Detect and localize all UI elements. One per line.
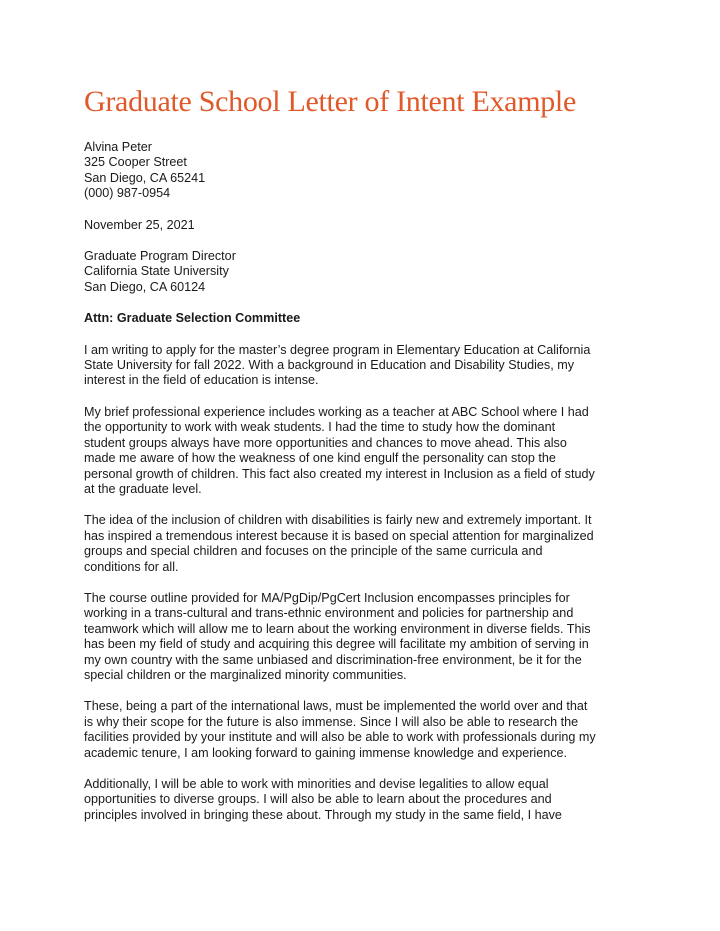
paragraph-line: academic tenure, I am looking forward to gaining immense knowledge and experience. [84, 745, 568, 760]
body-paragraph [84, 777, 684, 823]
paragraph-line: at the graduate level. [84, 481, 202, 496]
body-paragraph [84, 405, 684, 497]
paragraph-line: special children or the marginalized minority communities. [84, 667, 407, 682]
letter-content [84, 84, 684, 839]
paragraph-line: teamwork which will allow me to learn about the working environment in diverse fields. This [84, 621, 591, 636]
paragraph-line: is why their scope for the future is also immense. Since I will also be able to research the [84, 714, 579, 729]
paragraph-line: conditions for all. [84, 559, 179, 574]
paragraph-line: State University for fall 2022. With a background in Education and Disability Studies, my [84, 358, 575, 373]
body-paragraph [84, 591, 684, 683]
paragraph-line: Additionally, I will be able to work with minorities and devise legalities to allow equal [84, 777, 549, 791]
recipient-org: California State University [84, 264, 229, 279]
recipient-city: San Diego, CA 60124 [84, 279, 206, 294]
paragraph-line: My brief professional experience includes working as a teacher at ABC School where I had [84, 404, 589, 419]
sender-address [84, 140, 684, 202]
paragraph-line: student groups always have more opportunities and chances to move ahead. This also [84, 435, 567, 450]
paragraph-line: These, being a part of the international laws, must be implemented the world over and that [84, 699, 588, 714]
paragraph-line: my own country with the same unbiased and discrimination-free environment, be it for the [84, 652, 582, 667]
paragraph-line: I am writing to apply for the master’s degree program in Elementary Education at California [84, 342, 591, 357]
paragraph-line: the opportunity to work with weak students. I had the time to study how the dominant [84, 420, 556, 435]
paragraph-line: personal growth of children. This fact also created my interest in Inclusion as a field of study [84, 466, 595, 481]
paragraph-line: working in a trans-cultural and trans-ethnic environment and policies for partnership and [84, 606, 574, 621]
paragraph-line: groups and special children and focuses on the principle of the same curricula and [84, 544, 543, 559]
sender-street: 325 Cooper Street [84, 155, 187, 170]
paragraph-line: The course outline provided for MA/PgDip/PgCert Inclusion encompasses principles for [84, 590, 570, 605]
body-paragraph [84, 343, 684, 389]
paragraph-line: interest in the field of education is intense. [84, 373, 319, 388]
paragraph-line: has inspired a tremendous interest because it is based on special attention for marginalized [84, 528, 594, 543]
sender-city: San Diego, CA 65241 [84, 170, 206, 185]
attention-line: Attn: Graduate Selection Committee [84, 311, 301, 326]
document-title: Graduate School Letter of Intent Example [84, 85, 576, 118]
sender-name: Alvina Peter [84, 140, 152, 154]
paragraph-line: has been my field of study and acquiring this degree will facilitate my ambition of serving in [84, 637, 589, 652]
sender-phone: (000) 987-0954 [84, 186, 171, 201]
date-text: November 25, 2021 [84, 217, 195, 232]
body-paragraph [84, 699, 684, 761]
body-paragraph [84, 513, 684, 575]
paragraph-line: opportunities to diverse groups. I will also be able to learn about the procedures and [84, 792, 552, 807]
paragraph-line: made me aware of how the weakness of one kind engulf the personality can stop the [84, 451, 556, 466]
letter-date [84, 218, 684, 233]
paragraph-line: principles involved in bringing these about. Through my study in the same field, I have [84, 807, 562, 822]
paragraph-line: facilities provided by your institute and will also be able to work with professionals during my [84, 730, 596, 745]
paragraph-line: The idea of the inclusion of children with disabilities is fairly new and extremely important. It [84, 513, 592, 528]
letter-body [84, 343, 684, 824]
recipient-address [84, 249, 684, 295]
recipient-title: Graduate Program Director [84, 249, 236, 264]
